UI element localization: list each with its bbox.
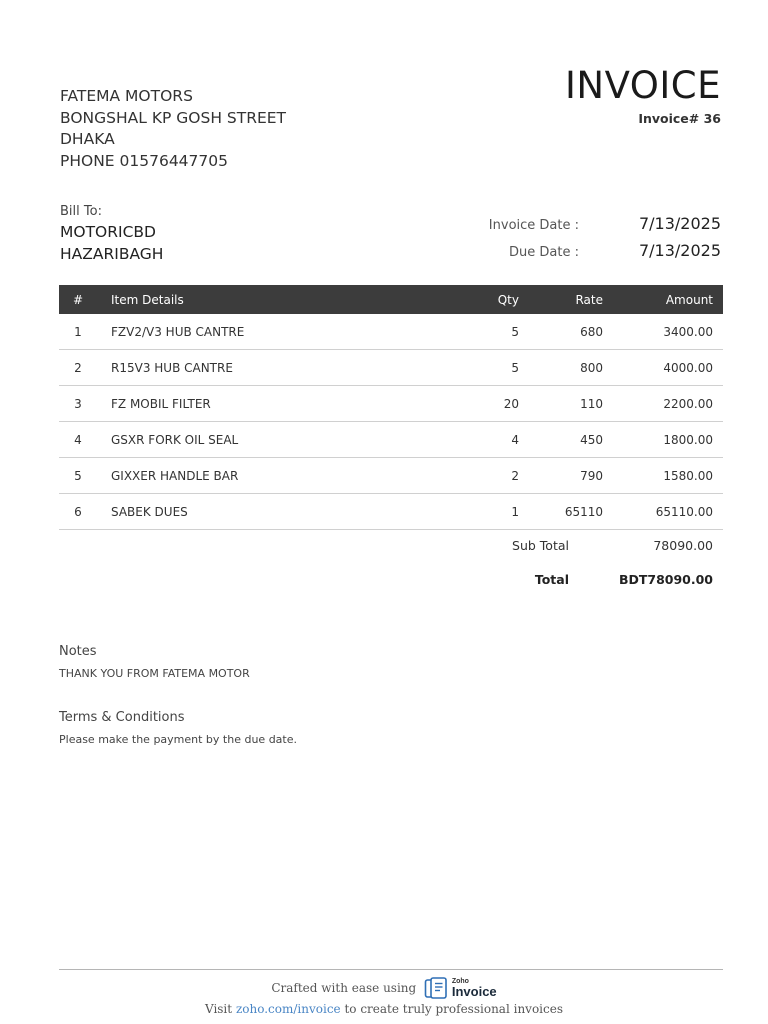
row-num: 5 [59, 458, 97, 494]
row-rate: 110 [533, 386, 613, 422]
row-amount: 1800.00 [613, 422, 723, 458]
total-row [453, 572, 713, 592]
row-amount: 1580.00 [613, 458, 723, 494]
row-amount: 4000.00 [613, 350, 723, 386]
subtotal-label: Sub Total [512, 538, 569, 553]
header-qty: Qty [449, 285, 533, 314]
row-item: R15V3 HUB CANTRE [97, 350, 449, 386]
row-rate: 680 [533, 314, 613, 350]
footer-crafted-text: Crafted with ease using [271, 981, 417, 995]
row-num: 4 [59, 422, 97, 458]
invoice-number: Invoice# 36 [638, 111, 721, 126]
row-qty: 4 [449, 422, 533, 458]
bill-to-address [60, 222, 163, 265]
total-label: Total [534, 572, 569, 587]
table-row [59, 494, 723, 530]
bill-to-area: HAZARIBAGH [60, 244, 164, 263]
footer-visit-text: Visit [204, 1002, 233, 1016]
table-row [59, 422, 723, 458]
seller-address [60, 86, 286, 172]
invoice-date-label: Invoice Date : [488, 218, 579, 233]
row-rate: 450 [533, 422, 613, 458]
items-table [59, 285, 723, 530]
due-date-label: Due Date : [509, 245, 579, 260]
footer-visit [0, 1002, 768, 1016]
logo-zoho-text: Zoho [451, 978, 469, 985]
row-num: 6 [59, 494, 97, 530]
row-item: GIXXER HANDLE BAR [97, 458, 449, 494]
invoice-title: INVOICE [565, 64, 721, 107]
subtotal-value: 78090.00 [653, 538, 713, 553]
subtotal-row [453, 538, 713, 558]
row-num: 1 [59, 314, 97, 350]
table-row [59, 350, 723, 386]
seller-street: BONGSHAL KP GOSH STREET [60, 108, 287, 127]
terms-text: Please make the payment by the due date. [59, 733, 297, 746]
row-item: GSXR FORK OIL SEAL [97, 422, 449, 458]
row-rate: 800 [533, 350, 613, 386]
invoice-date-value: 7/13/2025 [638, 214, 721, 233]
row-item: FZ MOBIL FILTER [97, 386, 449, 422]
row-amount: 2200.00 [613, 386, 723, 422]
table-header-row [59, 285, 723, 314]
bill-to-name: MOTORICBD [60, 223, 156, 241]
table-row [59, 458, 723, 494]
notes-label: Notes [59, 644, 97, 659]
invoice-date-row [421, 214, 721, 236]
header-rate: Rate [533, 285, 613, 314]
row-qty: 5 [449, 314, 533, 350]
seller-name: FATEMA MOTORS [60, 87, 193, 105]
invoice-logo-icon [424, 976, 448, 1000]
zoho-invoice-link[interactable]: zoho.com/invoice [235, 1002, 341, 1016]
row-rate: 790 [533, 458, 613, 494]
row-amount: 3400.00 [613, 314, 723, 350]
row-qty: 20 [449, 386, 533, 422]
header-amount: Amount [613, 285, 723, 314]
bill-to-label: Bill To: [60, 204, 102, 219]
notes-text: THANK YOU FROM FATEMA MOTOR [59, 667, 250, 680]
zoho-invoice-logo[interactable] [424, 976, 497, 1000]
total-value: BDT78090.00 [618, 572, 713, 587]
header-item: Item Details [97, 285, 449, 314]
terms-label: Terms & Conditions [59, 710, 185, 725]
row-num: 3 [59, 386, 97, 422]
due-date-value: 7/13/2025 [638, 241, 721, 260]
row-item: FZV2/V3 HUB CANTRE [97, 314, 449, 350]
seller-city: DHAKA [60, 130, 115, 148]
row-qty: 1 [449, 494, 533, 530]
due-date-row [421, 241, 721, 263]
row-qty: 2 [449, 458, 533, 494]
row-qty: 5 [449, 350, 533, 386]
row-item: SABEK DUES [97, 494, 449, 530]
row-rate: 65110 [533, 494, 613, 530]
logo-invoice-text: Invoice [451, 984, 497, 999]
seller-phone: PHONE 01576447705 [60, 151, 228, 170]
row-num: 2 [59, 350, 97, 386]
table-row [59, 386, 723, 422]
row-amount: 65110.00 [613, 494, 723, 530]
table-row [59, 314, 723, 350]
footer-crafted [0, 976, 768, 1000]
footer-tail-text: to create truly professional invoices [344, 1002, 563, 1016]
header-num: # [59, 285, 97, 314]
footer-divider [59, 969, 723, 970]
